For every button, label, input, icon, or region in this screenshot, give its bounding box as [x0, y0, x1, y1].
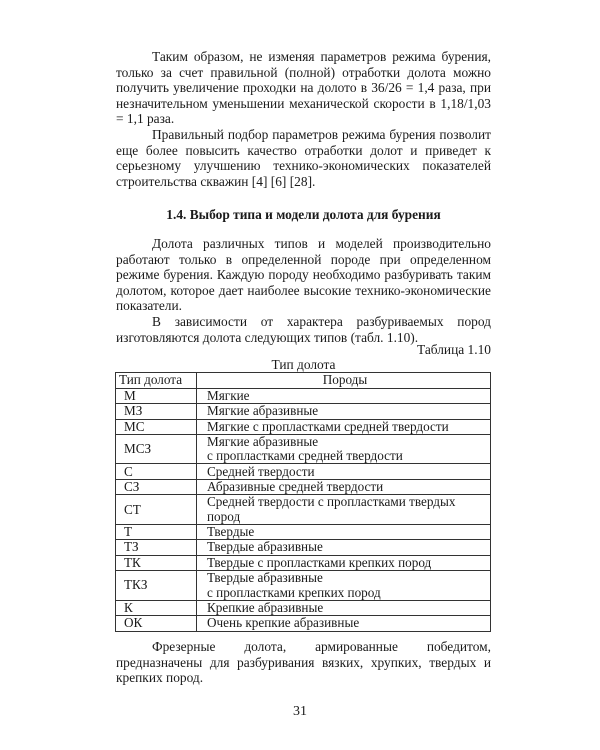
table-row [116, 388, 491, 404]
paragraph-milling-bits: Фрезерные долота, армированные победитом, предназначены для разбуривания вязких, хрупких, твердых и крепких пород. [116, 639, 491, 686]
table-row [116, 600, 491, 616]
table-row [116, 464, 491, 480]
intro-text-block [116, 49, 491, 189]
page-number: 31 [293, 704, 307, 719]
cell-bit-type: СЗ [116, 479, 197, 495]
cell-bit-type: МСЗ [116, 435, 197, 464]
table-number-label: Таблица 1.10 [416, 342, 491, 357]
paragraph-table-reference: В зависимости от характера разбуриваемых пород изготовляются долота следующих типов (табл. 1.10). [116, 313, 491, 345]
cell-bit-type: СТ [116, 495, 197, 524]
cell-bit-type: ОК [116, 616, 197, 632]
table-header-row [116, 373, 491, 389]
cell-bit-type: ТК [116, 555, 197, 571]
cell-bit-type: ТКЗ [116, 571, 197, 600]
table-row [116, 404, 491, 420]
header-rocks: Породы [197, 373, 491, 389]
header-bit-type: Тип долота [116, 373, 197, 389]
table-title: Тип долота [271, 357, 336, 372]
cell-rock: Твердые [197, 524, 491, 540]
cell-rock [197, 571, 491, 600]
table-row [116, 571, 491, 600]
paragraph-parameter-selection: Правильный подбор параметров режима бурения позволит еще более повысить качество отработки долот и приведет к серьезному улучшению технико-экономических показателей строительства скважин [4] [6] [28]. [116, 126, 491, 189]
cell-rock: Мягкие с пропластками средней твердости [197, 419, 491, 435]
table-row [116, 540, 491, 556]
paragraph-conclusion: Таким образом, не изменяя параметров режима бурения, только за счет правильной (полной) отработки долота можно получить увеличение проходки на долото в 36/26 = 1,4 раза, при незначительном уменьшении механической скорости в 1,18/1,03 = 1,1 раза. [116, 49, 491, 127]
cell-rock: Средней твердости [197, 464, 491, 480]
cell-bit-type: М [116, 388, 197, 404]
table-row [116, 479, 491, 495]
cell-bit-type: К [116, 600, 197, 616]
cell-rock-line-2: с пропластками средней твердости [207, 448, 403, 464]
table-row [116, 435, 491, 464]
cell-rock: Абразивные средней твердости [197, 479, 491, 495]
cell-bit-type: Т [116, 524, 197, 540]
cell-rock: Средней твердости с пропластками твердых пород [197, 495, 491, 524]
cell-rock: Мягкие абразивные [197, 404, 491, 420]
bit-types-table [115, 372, 491, 632]
table-row [116, 524, 491, 540]
cell-bit-type: ТЗ [116, 540, 197, 556]
section-heading: 1.4. Выбор типа и модели долота для бурения [166, 207, 441, 222]
table-row [116, 419, 491, 435]
table-row [116, 616, 491, 632]
section-text-block [116, 236, 491, 345]
cell-rock-line-1: Твердые абразивные [207, 570, 323, 586]
cell-rock-line-1: Мягкие абразивные [207, 434, 319, 449]
cell-rock [197, 435, 491, 464]
cell-rock: Мягкие [197, 388, 491, 404]
paragraph-bit-types-intro: Долота различных типов и моделей производительно работают только в определенной породе при определенном режиме бурения. Каждую породу необходимо разбуривать таким долотом, которое дает наиболее высокие технико-экономические показатели. [116, 236, 491, 314]
closing-text-block [116, 639, 491, 686]
cell-rock-line-2: с пропластками крепких пород [207, 584, 381, 600]
table-row [116, 495, 491, 524]
cell-bit-type: С [116, 464, 197, 480]
cell-bit-type: МЗ [116, 404, 197, 420]
table-row [116, 555, 491, 571]
cell-rock: Крепкие абразивные [197, 600, 491, 616]
cell-rock: Очень крепкие абразивные [197, 616, 491, 632]
cell-rock: Твердые с пропластками крепких пород [197, 555, 491, 571]
cell-rock: Твердые абразивные [197, 540, 491, 556]
cell-bit-type: МС [116, 419, 197, 435]
